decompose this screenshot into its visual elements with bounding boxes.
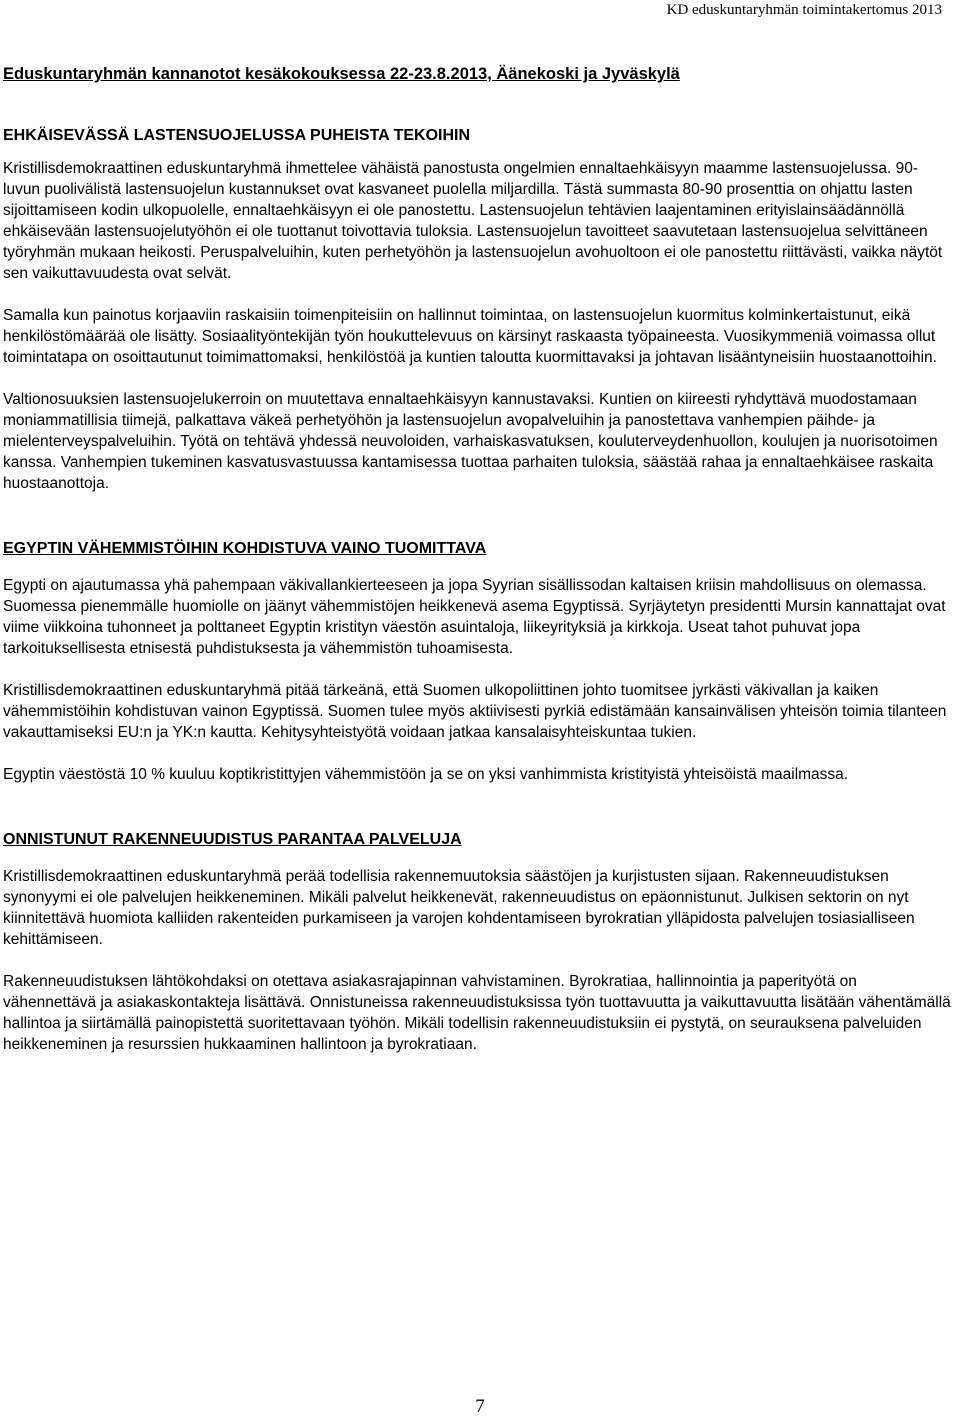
section-heading-structural-reform: ONNISTUNUT RAKENNEUUDISTUS PARANTAA PALVELUJA: [3, 831, 462, 848]
document-title: Eduskuntaryhmän kannanotot kesäkokouksessa 22-23.8.2013, Äänekoski ja Jyväskylä: [3, 65, 680, 83]
paragraph: Egypti on ajautumassa yhä pahempaan väkivallankierteeseen ja jopa Syyrian sisällissodan kaltaisen kriisin mahdollisuus on olemassa. Suomessa pienemmälle huomiolle on jäänyt vähemmistöjen heikkenevä asema Egyptissä. Syrjäytetyn presidentti Mursin kannattajat ovat viime viikkoina tuhonneet ja polttaneet Egyptin kristityn väestön asuintaloja, liikeyrityksiä ja kirkkoja. Useat tahot puhuvat jopa tarkoituksellisesta etnisestä puhdistuksesta ja vähemmistön tuhoamisesta.: [3, 577, 946, 657]
page-number: 7: [475, 1396, 485, 1417]
paragraph: Egyptin väestöstä 10 % kuuluu koptikristittyjen vähemmistöön ja se on yksi vanhimmista kristityistä yhteisöistä maailmassa.: [3, 766, 849, 783]
paragraph: Samalla kun painotus korjaaviin raskaisiin toimenpiteisiin on hallinnut toimintaa, on lastensuojelun kuormitus kolminkertaistunut, eikä henkilöstömäärää ole lisätty. Sosiaalityöntekijän työn houkuttelevuus on kärsinyt raskaasta työpaineesta. Vuosikymmeniä voimassa ollut toimintatapa on osoittautunut toimimattomaksi, henkilöstöä ja kuntien taloutta kuormittavaksi ja johtavan lisääntyneisiin huostaanottoihin.: [3, 307, 937, 366]
section-heading-egypt: EGYPTIN VÄHEMMISTÖIHIN KOHDISTUVA VAINO TUOMITTAVA: [3, 540, 487, 557]
paragraph: Kristillisdemokraattinen eduskuntaryhmä perää todellisia rakennemuutoksia säästöjen ja kurjistusten sijaan. Rakenneuudistuksen synonyymi ei ole palvelujen heikkeneminen. Mikäli palvelut heikkenevät, rakenneuudistus on epäonnistunut. Julkisen sektorin on nyt kiinnitettävä huomiota kalliiden rakenteiden purkamiseen ja varojen kohdentamiseen byrokratian ylläpidosta palvelujen tosiasialliseen kehittämiseen.: [3, 868, 915, 948]
paragraph: Kristillisdemokraattinen eduskuntaryhmä ihmettelee vähäistä panostusta ongelmien ennaltaehkäisyyn maamme lastensuojelussa. 90-luvun puolivälistä lastensuojelun kustannukset ovat kasvaneet puolella miljardilla. Tästä summasta 80-90 prosenttia on ohjattu lasten sijoittamiseen kodin ulkopuolelle, ennaltaehkäisyyn ei ole panostettu. Lastensuojelun tehtävien laajentaminen erityislainsäädännöllä ehkäisevään lastensuojelutyöhön ei ole tuottanut toivottavia tuloksia. Lastensuojelun tavoitteet saavutetaan lastensuojelua selvittäneen työryhmän mukaan heikosti. Peruspalveluihin, kuten perhetyöhön ja lastensuojelun avohuoltoon ei ole panostettu riittävästi, vaikka näytöt sen vaikuttavuudesta ovat selvät.: [3, 160, 943, 282]
document-body: [3, 62, 953, 1055]
paragraph: Kristillisdemokraattinen eduskuntaryhmä pitää tärkeänä, että Suomen ulkopoliittinen johto tuomitsee jyrkästi väkivallan ja kaiken vähemmistöihin kohdistuvan vainon Egyptissä. Suomen tulee myös aktiivisesti pyrkiä edistämään kansainvälisen yhteisön toimia tilanteen vakauttamiseksi EU:n ja YK:n kautta. Kehitysyhteistyötä voidaan jatkaa kansalaisyhteiskuntaa tukien.: [3, 682, 947, 741]
paragraph: Valtionosuuksien lastensuojelukerroin on muutettava ennaltaehkäisyyn kannustavaksi. Kuntien on kiireesti ryhdyttävä muodostamaan moniammatillisia tiimejä, palkattava väkeä perhetyöhön ja lastensuojelun avopalveluihin ja panostettava vanhempien päihde- ja mielenterveyspalveluihin. Työtä on tehtävä yhdessä neuvoloiden, varhaiskasvatuksen, kouluterveydenhuollon, koulujen ja nuorisotoimen kanssa. Vanhempien tukeminen kasvatusvastuussa kantamisessa tuottaa parhaiten tuloksia, säästää rahaa ja ennaltaehkäisee raskaita huostaanottoja.: [3, 391, 938, 492]
section-heading-child-protection: EHKÄISEVÄSSÄ LASTENSUOJELUSSA PUHEISTA TEKOIHIN: [3, 127, 471, 144]
running-header: KD eduskuntaryhmän toimintakertomus 2013: [666, 2, 942, 18]
paragraph: Rakenneuudistuksen lähtökohdaksi on otettava asiakasrajapinnan vahvistaminen. Byrokratiaa, hallinnointia ja paperityötä on vähennettävä ja asiakaskontakteja lisättävä. Onnistuneissa rakenneuudistuksissa työn tuottavuutta ja vaikuttavuutta lisätään vähentämällä hallintoa ja siirtämällä painopistettä suoritettavaan työhön. Mikäli todellisin rakenneuudistuksiin ei pystytä, on seurauksena palveluiden heikkeneminen ja resurssien hukkaaminen hallintoon ja byrokratiaan.: [3, 973, 951, 1053]
